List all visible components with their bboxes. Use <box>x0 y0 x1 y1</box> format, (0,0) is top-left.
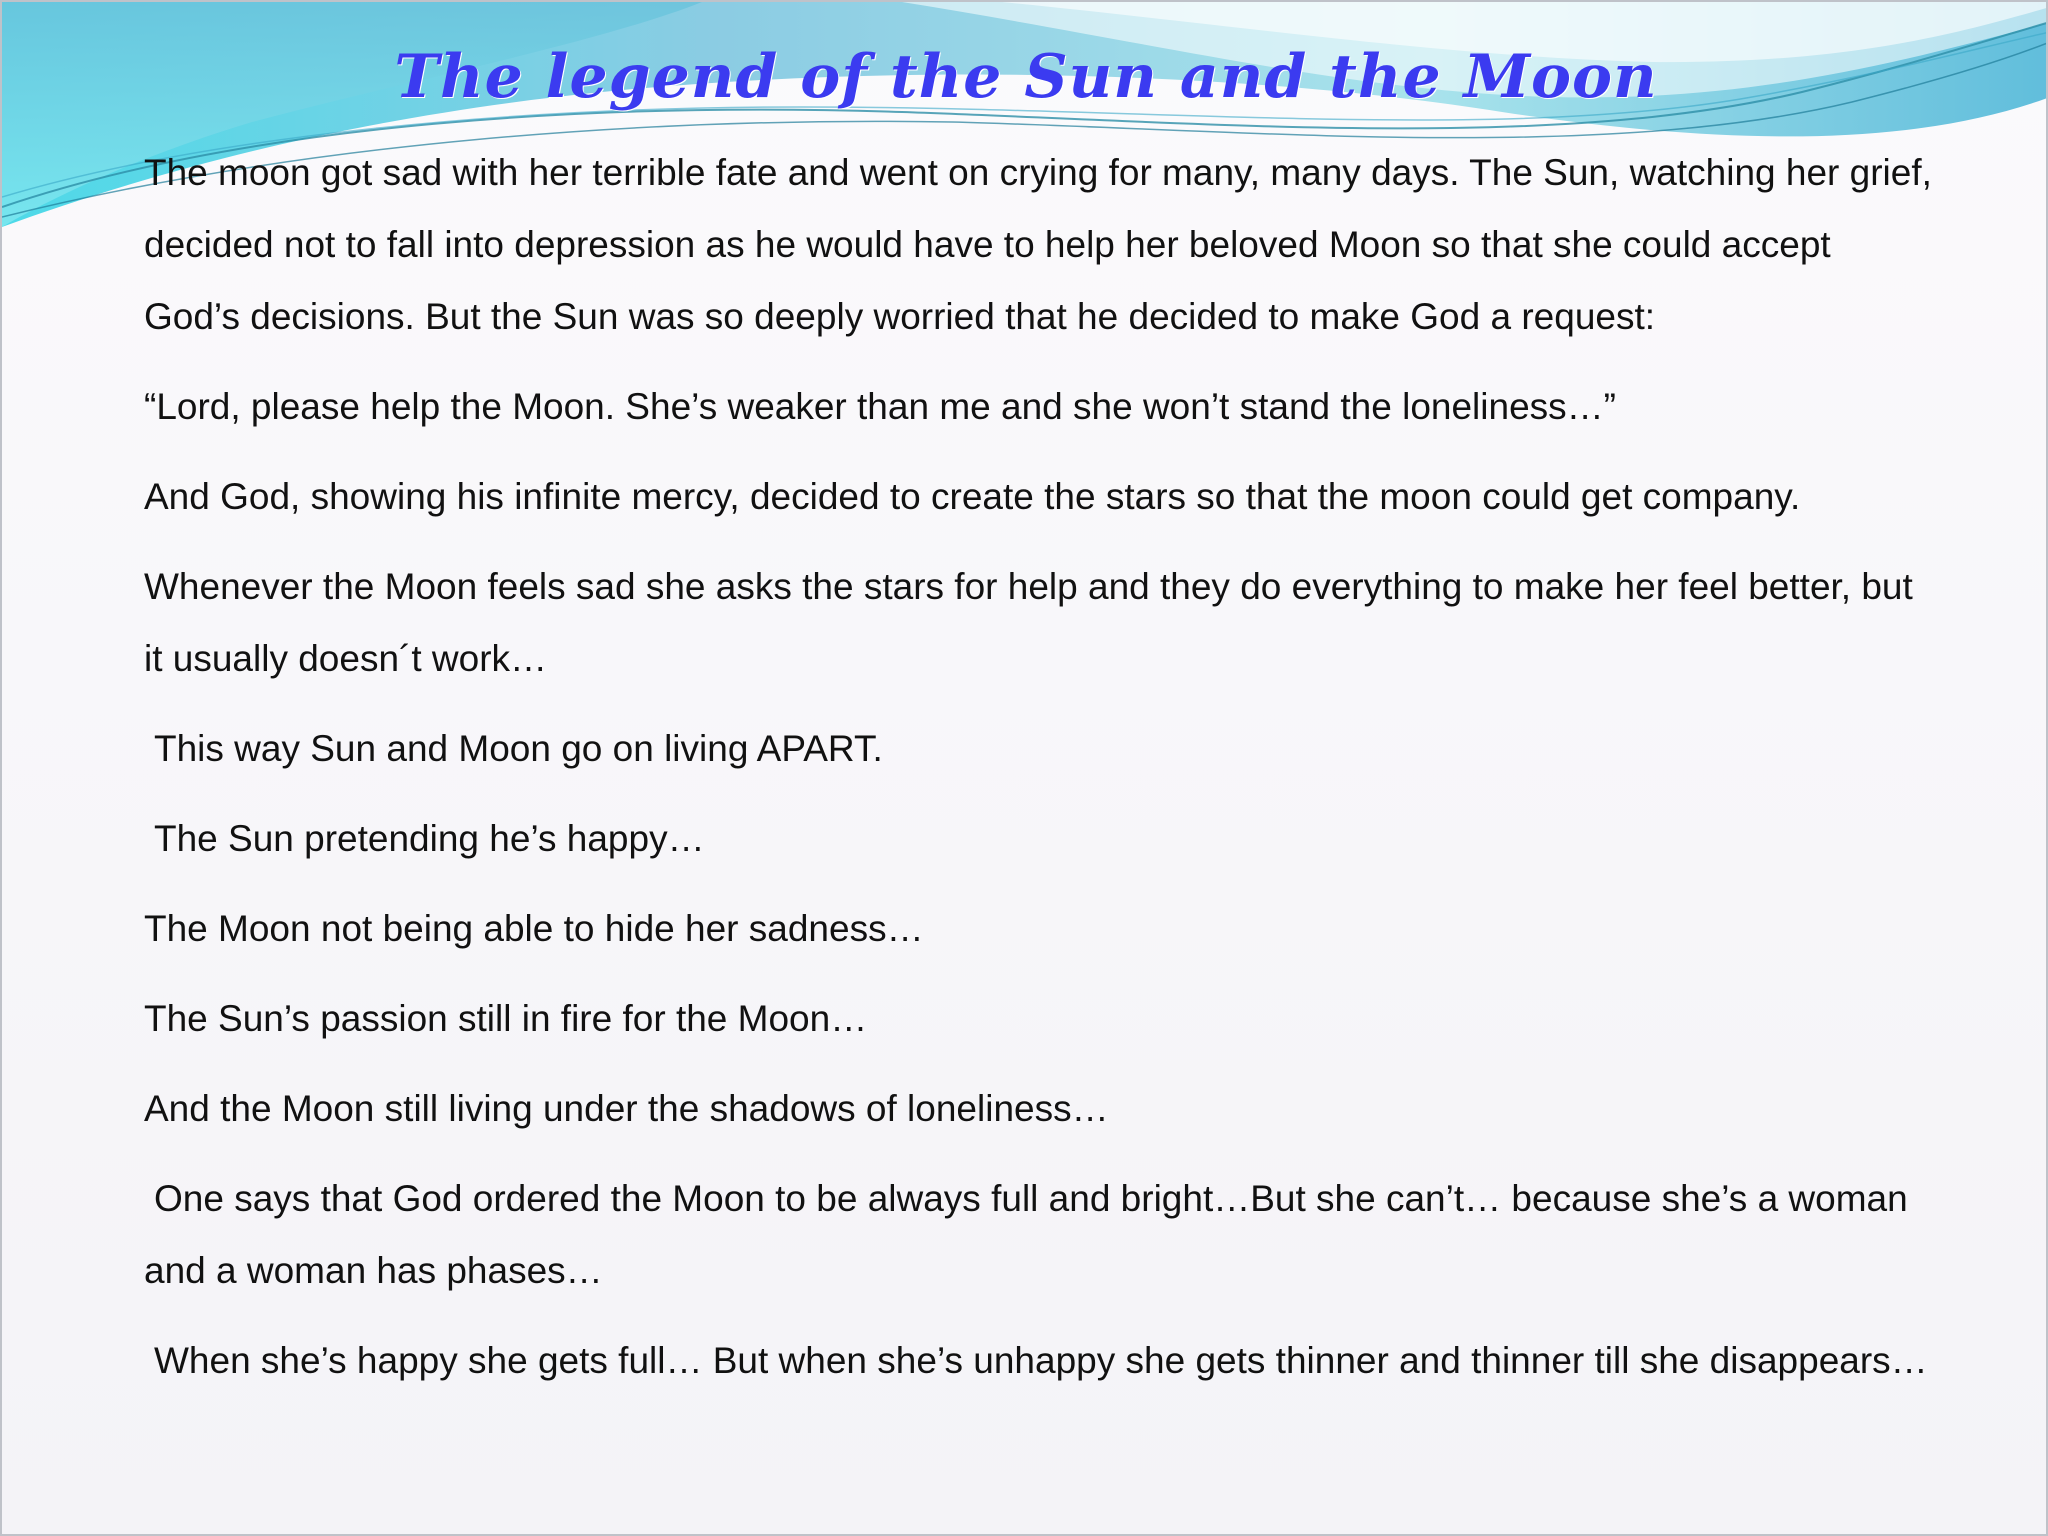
paragraph: And God, showing his infinite mercy, decided to create the stars so that the moon could get company. <box>144 476 1801 517</box>
paragraph: “Lord, please help the Moon. She’s weaker than me and she won’t stand the loneliness…” <box>144 386 1616 427</box>
paragraph: This way Sun and Moon go on living APART. <box>154 728 883 769</box>
paragraph: Whenever the Moon feels sad she asks the stars for help and they do everything to make her feel better, but it usually doesn´t work… <box>144 566 1913 679</box>
paragraph: The Sun’s passion still in fire for the Moon… <box>144 998 868 1039</box>
paragraph: When she’s happy she gets full… But when she’s unhappy she gets thinner and thinner till she disappears… <box>154 1340 1928 1381</box>
paragraph: The Sun pretending he’s happy… <box>154 818 705 859</box>
paragraph: One says that God ordered the Moon to be always full and bright…But she can’t… because she’s a woman and a woman has phases… <box>144 1178 1908 1291</box>
story-body <box>144 137 1934 1415</box>
paragraph: And the Moon still living under the shadows of loneliness… <box>144 1088 1109 1129</box>
paragraph: The moon got sad with her terrible fate and went on crying for many, many days. The Sun, watching her grief, decided not to fall into depression as he would have to help her beloved Moon so that she could accept God’s decisions. But the Sun was so deeply worried that he decided to make God a request: <box>144 152 1932 337</box>
slide-title: The legend of the Sun and the Moon <box>394 42 1658 112</box>
paragraph: The Moon not being able to hide her sadness… <box>144 908 924 949</box>
